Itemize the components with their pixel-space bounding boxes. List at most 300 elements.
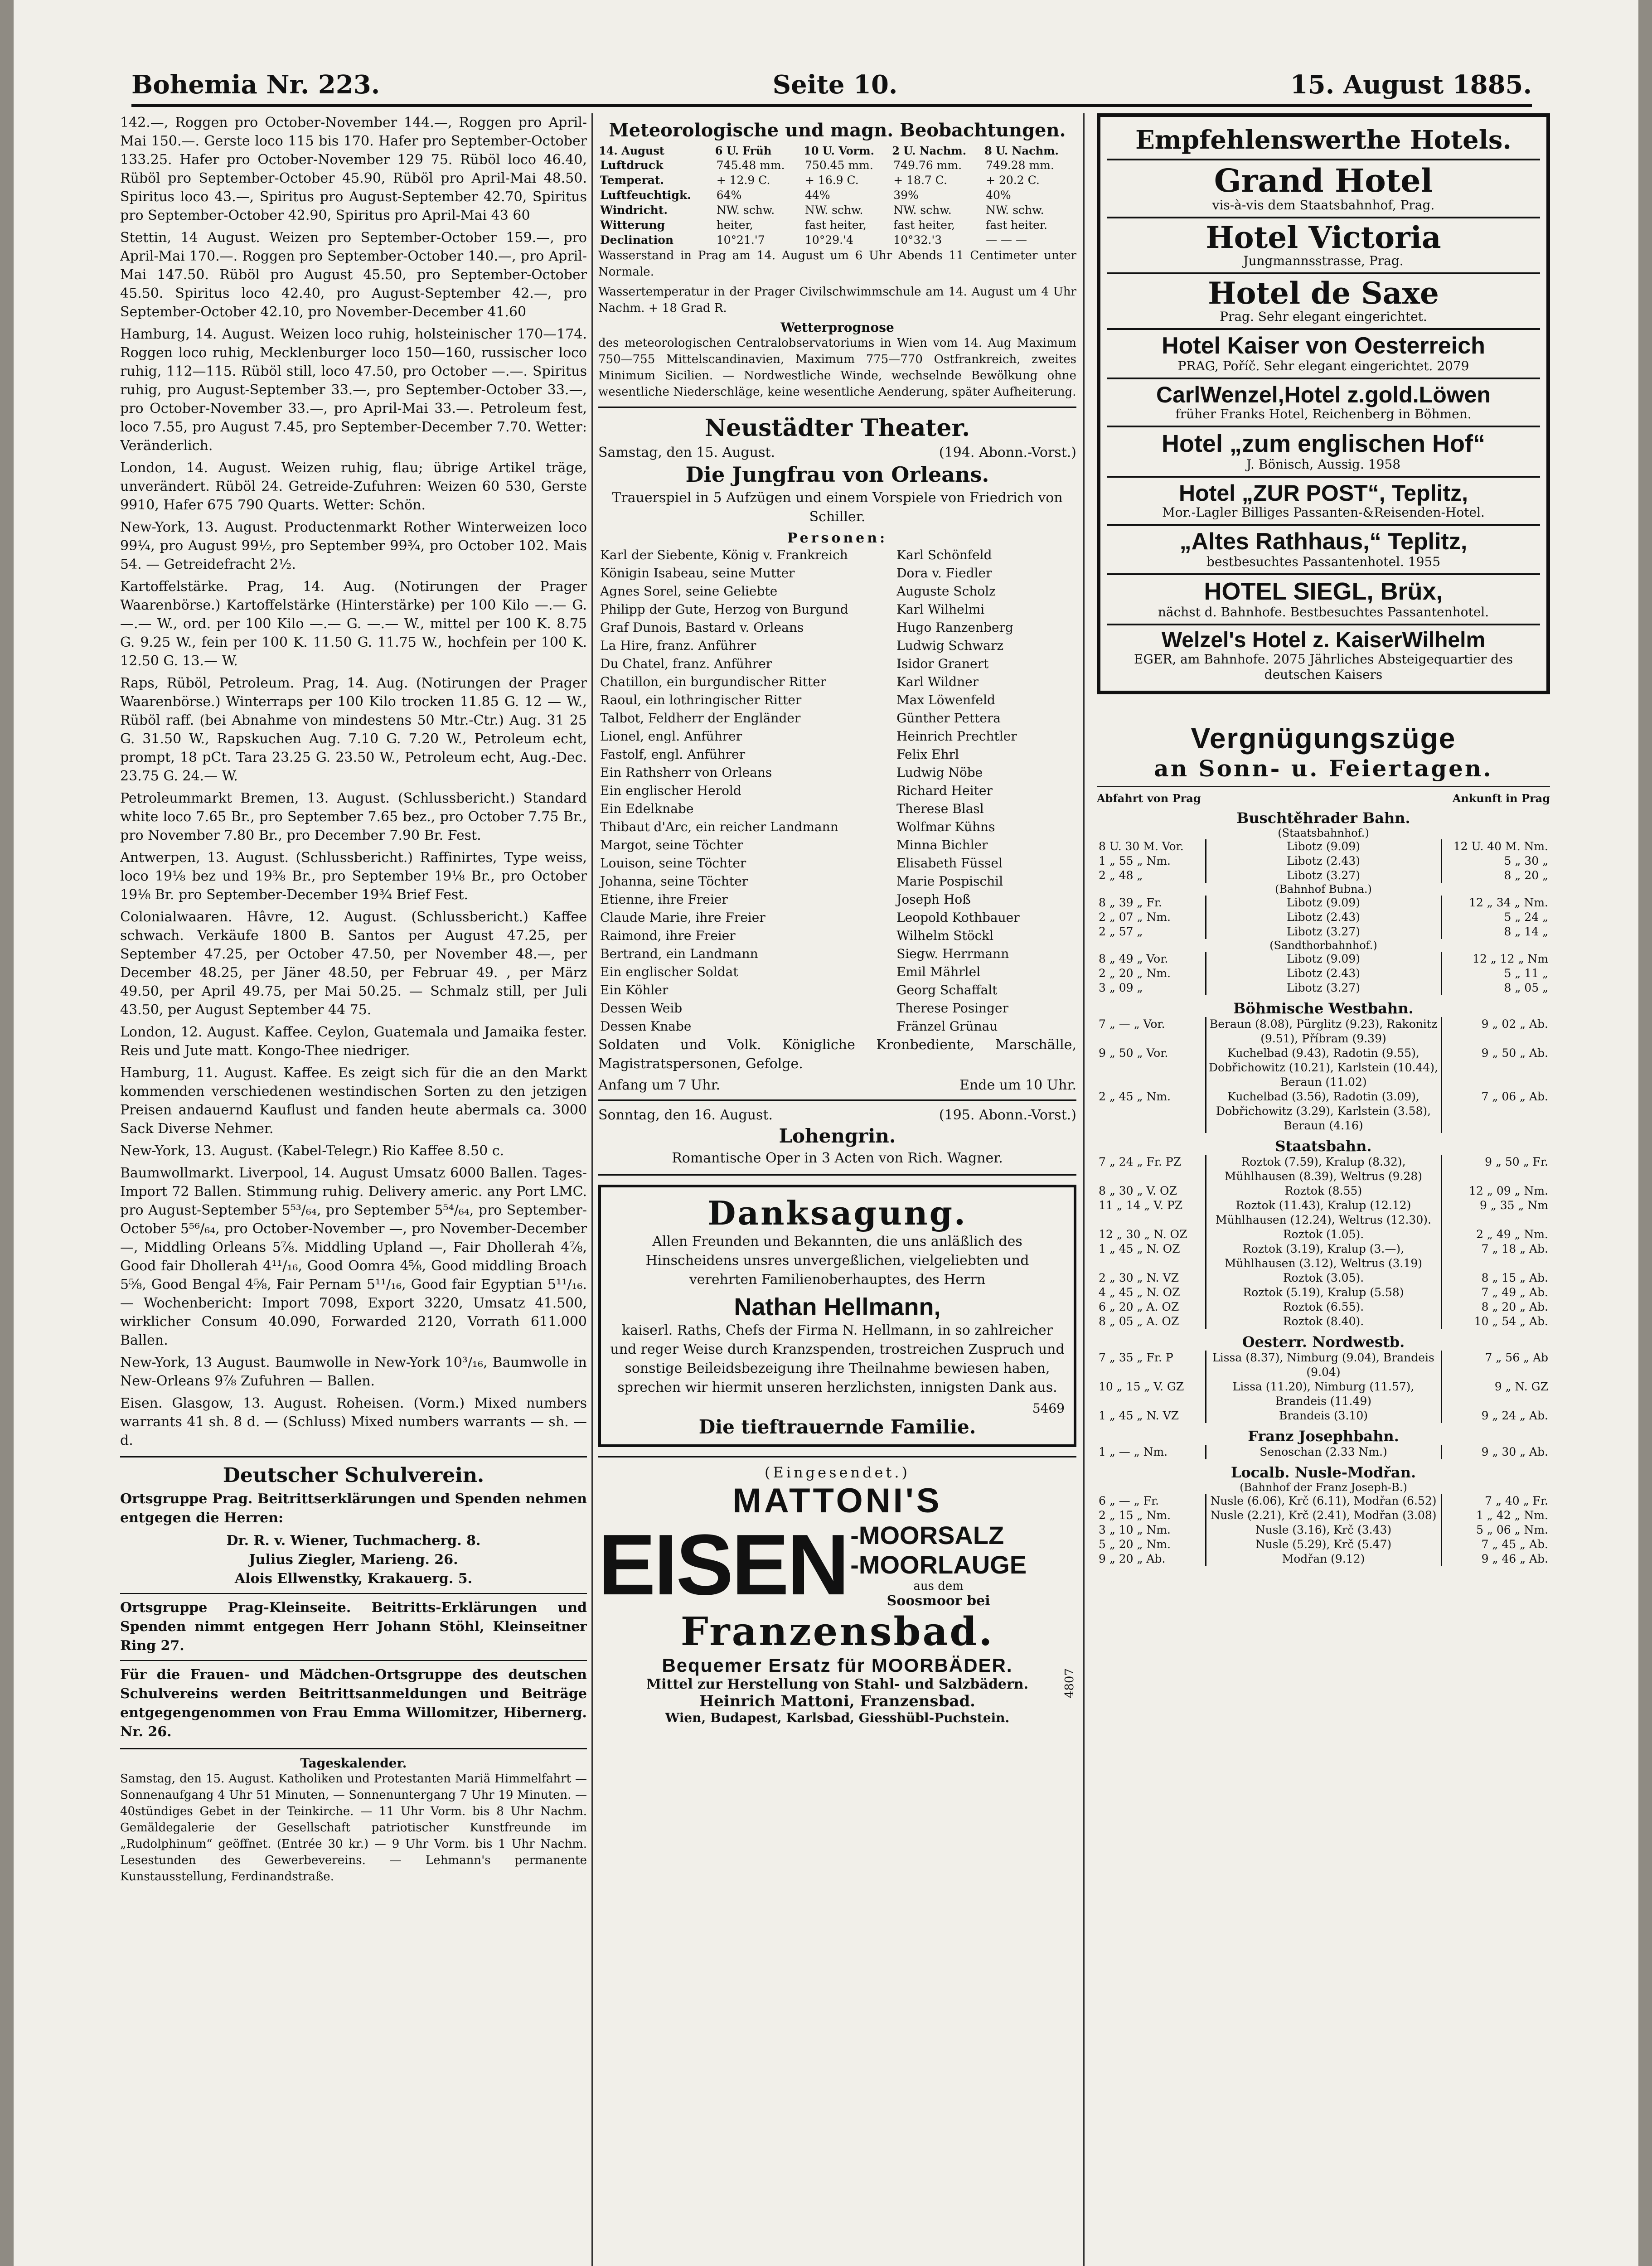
train-row [1097,910,1550,925]
train-departure: 11 „ 14 „ V. PZ [1099,1199,1183,1212]
train-row [1097,952,1550,966]
market-report: New-York, 13. August. Productenmarkt Rother Winterweizen loco 99¼, pro August 99½, pro September 99¾, pro October 102. Mais 54. — Getreidefracht 2½. [120,519,587,572]
train-station-name: (Sandthorbahnhof.) [1269,939,1377,952]
train-departure: 9 „ 50 „ Vor. [1099,1046,1168,1060]
market-report: New-York, 13. August. (Kabel-Telegr.) Rio Kaffee 8.50 c. [120,1143,504,1159]
hotel-info: Prag. Sehr elegant eingerichtet. [1220,309,1427,324]
hotel-info: PRAG, Poříč. Sehr elegant eingerichtet. 2079 [1177,358,1469,373]
train-departure: 8 „ 05 „ A. OZ [1099,1315,1179,1328]
train-destination: Libotz (3.27) [1206,868,1441,883]
cast-row [598,836,1076,854]
meteo-row [598,173,1076,188]
train-destination: Kuchelbad (3.56), Radotin (3.09), Dobřichowitz (3.29), Karlstein (3.58), Beraun (4.16) [1206,1089,1441,1133]
mattoni-moorsalz: -MOORSALZ [850,1521,1004,1549]
schulverein-name: Alois Ellwenstky, Krakauerg. 5. [234,1571,473,1587]
meteo-header-cell: 14. August [599,144,665,157]
meteo-wasserstand: Wasserstand in Prag am 14. August um 6 Uhr Abends 11 Centimeter unter Normale. [598,249,1076,279]
theatre-title: Neustädter Theater. [704,414,970,442]
train-arrival: 9 „ 02 „ Ab. [1481,1017,1548,1031]
cast-role: Ein Edelknabe [600,801,694,816]
train-destination: Nusle (3.16), Krč (3.43) [1206,1523,1441,1537]
train-departure: 7 „ 35 „ Fr. P [1099,1351,1173,1365]
meteo-cell: Declination [600,233,674,247]
right-scan-border [1638,0,1652,2266]
cast-role: Ein Rathsherr von Orleans [600,765,772,780]
train-arrival: 8 „ 14 „ [1504,925,1548,939]
hotel-info: früher Franks Hotel, Reichenberg in Böhmen. [1175,407,1472,422]
hotel-ad [1107,625,1540,686]
train-departure: 1 „ 45 „ N. OZ [1099,1242,1180,1256]
train-departure: 3 „ 09 „ [1099,981,1143,995]
cast-actor: Heinrich Prechtler [896,729,1017,744]
train-table [1097,1494,1550,1566]
meteo-prognose-title: Wetterprognose [780,320,894,335]
cast-actor: Therese Blasl [896,801,984,816]
mattoni-ad [598,1464,1076,1725]
train-departure: 8 „ 39 „ Fr. [1099,896,1162,910]
train-row [1097,1046,1550,1089]
train-arrival: 7 „ 18 „ Ab. [1481,1242,1548,1256]
zuege-title: Vergnügungszüge [1191,722,1456,755]
cast-row [598,891,1076,909]
train-row [1097,1523,1550,1537]
meteo-table [598,144,1076,247]
train-departure: 2 „ 20 „ Nm. [1099,967,1171,980]
column-middle [598,113,1076,2266]
hotel-name: Hotel Victoria [1206,219,1441,255]
cast-actor: Therese Posinger [896,1001,1008,1016]
cast-actor: Felix Ehrl [896,747,959,762]
train-arrival: 9 „ 50 „ Fr. [1485,1155,1548,1169]
train-row [1097,966,1550,981]
train-row [1097,1198,1550,1227]
train-arrival: 10 „ 54 „ Ab. [1474,1315,1548,1328]
theatre-abonnement: (195. Abonn.-Vorst.) [939,1107,1076,1123]
train-row [1097,1537,1550,1552]
train-departure: 5 „ 20 „ Nm. [1099,1538,1171,1551]
meteo-cell: + 18.7 C. [893,174,947,187]
hotel-name: HOTEL SIEGL, Brüx, [1204,577,1443,605]
train-destination: Brandeis (3.10) [1206,1409,1441,1423]
cast-role: Chatillon, ein burgundischer Ritter [600,674,827,689]
meteo-cell: — — — [986,233,1027,247]
theatre-cast [598,546,1076,1036]
cast-actor: Dora v. Fiedler [896,566,992,581]
train-destination: Roztok (11.43), Kralup (12.12) Mühlhausen (12.24), Weltrus (12.30). [1206,1198,1441,1227]
hotel-info: EGER, am Bahnhofe. 2075 Jährliches Absteigequartier des deutschen Kaisers [1134,652,1513,683]
train-line-name: Staatsbahn. [1275,1138,1372,1155]
cast-row [598,709,1076,727]
hotels-title: Empfehlenswerthe Hotels. [1107,121,1540,160]
train-row [1097,981,1550,995]
train-arrival: 12 „ 09 „ Nm. [1469,1184,1548,1198]
cast-row [598,727,1076,746]
train-destination: Roztok (7.59), Kralup (8.32), Mühlhausen (8.39), Weltrus (9.28) [1206,1155,1441,1184]
train-arrival: 8 „ 05 „ [1504,981,1548,995]
train-row [1097,1508,1550,1523]
theatre-start: Anfang um 7 Uhr. [598,1077,721,1093]
danksagung-number: 5469 [1032,1401,1065,1416]
train-row [1097,1314,1550,1329]
column-divider [1083,113,1085,2266]
tageskalender-text: Samstag, den 15. August. Katholiken und Protestanten Mariä Himmelfahrt — Sonnenaufgang 4 Uhr 51 Minuten, — Sonnenuntergang 7 Uhr 19 Minuten. — 40stündiges Gebet in der Teinkirche. — 11 Uhr Vorm. bis 8 Uhr Nachm. Gemäldegalerie der Gesellschaft patriotischer Kunstfreunde im „Rudolphinum“ geöffnet. (Entrée 30 kr.) — 9 Uhr Vorm. bis 1 Uhr Nachm. Lesestunden des Gewerbevereins. — Lehmann's permanente Kunstausstellung, Ferdinandstraße. [120,1772,587,1883]
hotel-name: Welzel's Hotel z. KaiserWilhelm [1161,628,1486,652]
cast-role: Raoul, ein lothringischer Ritter [600,692,802,707]
meteo-cell: NW. schw. [716,203,775,217]
cast-actor: Ludwig Nöbe [896,765,983,780]
train-station-name: (Bahnhof Bubna.) [1275,883,1372,896]
train-destination: Libotz (2.43) [1206,854,1441,868]
train-destination: Lissa (11.20), Nimburg (11.57), Brandeis (11.49) [1206,1380,1441,1409]
train-arrival: 8 „ 15 „ Ab. [1481,1271,1548,1285]
train-destination: Roztok (8.55) [1206,1184,1441,1198]
meteo-cell: heiter, [716,218,753,232]
cast-actor: Wilhelm Stöckl [896,928,994,943]
cast-row [598,673,1076,691]
hotel-ad [1107,330,1540,379]
train-row [1097,1017,1550,1046]
cast-role: Talbot, Feldherr der Engländer [600,711,801,726]
hotel-name: Hotel „ZUR POST“, Teplitz, [1179,480,1468,506]
train-row [1097,1155,1550,1184]
train-departure: 12 „ 30 „ N. OZ [1099,1228,1187,1241]
meteo-cell: Windricht. [600,203,668,217]
train-departure: 10 „ 15 „ V. GZ [1099,1380,1184,1394]
train-destination: Roztok (6.55). [1206,1300,1441,1314]
train-arrival: 9 „ 46 „ Ab. [1481,1552,1548,1566]
cast-role: Johanna, seine Töchter [600,874,748,889]
train-row [1097,1552,1550,1566]
mattoni-mittel: Mittel zur Herstellung von Stahl- und Salzbädern. [646,1676,1029,1692]
train-destination: Roztok (1.05). [1206,1227,1441,1242]
cast-actor: Minna Bichler [896,838,988,852]
market-report: Hamburg, 14. August. Weizen loco ruhig, holsteinischer 170—174. Roggen loco ruhig, Mecklenburger loco 150—160, russischer loco ruhig, 112—115. Rüböl still, loco 47.50, pro October —.—. Spiritus ruhig, pro August-September 33.—, pro September-October 33.—, pro October-November 33.—, pro April-Mai 33.—. Petroleum fest, loco 7.55, pro August 7.45, pro September-December 7.70. Wetter: Veränderlich. [120,326,587,454]
train-departure: 8 U. 30 M. Vor. [1099,840,1184,853]
market-reports [120,113,587,1450]
market-report: Petroleummarkt Bremen, 13. August. (Schlussbericht.) Standard white loco 7.65 Br., pro September 7.65 bez., pro October 7.75 Br., pro November 7.80 Br., pro December 7.90 Br. Fest. [120,790,587,843]
train-table [1097,1155,1550,1329]
meteo-cell: 44% [805,189,830,202]
train-departure: 8 „ 49 „ Vor. [1099,952,1168,966]
cast-actor: Emil Mährlel [896,964,981,979]
cast-actor: Ludwig Schwarz [896,638,1004,653]
divider [120,1593,587,1594]
cast-role: Ein englischer Soldat [600,964,738,979]
cast-row [598,981,1076,999]
cast-row [598,746,1076,764]
market-report: Antwerpen, 13. August. (Schlussbericht.) Raffinirtes, Type weiss, loco 19⅛ bez und 19⅜ Br., pro September 19⅛ Br., pro October 19⅛ Br. pro September-December 19¾ Brief Fest. [120,850,587,903]
cast-actor: Wolfmar Kühns [896,819,995,834]
train-arrival: 9 „ 50 „ Ab. [1481,1046,1548,1060]
train-destination: Roztok (5.19), Kralup (5.58) [1206,1285,1441,1300]
meteo-header-cell: 8 U. Nachm. [984,144,1059,157]
market-report: New-York, 13 August. Baumwolle in New-York 10³/₁₆, Baumwolle in New-Orleans 9⅞ Zufuhren — Ballen. [120,1355,587,1389]
train-row [1097,1285,1550,1300]
cast-actor: Isidor Granert [896,656,989,671]
mattoni-eisen: EISEN [598,1516,848,1613]
train-departure: 2 „ 45 „ Nm. [1099,1090,1171,1104]
train-row [1097,1089,1550,1133]
train-destination: Libotz (9.09) [1206,896,1441,910]
hotel-ad [1107,160,1540,218]
cast-role: Du Chatel, franz. Anführer [600,656,772,671]
mattoni-number: 4807 [1063,1668,1076,1698]
mattoni-soosmoor: Soosmoor bei [887,1593,990,1609]
cast-row [598,582,1076,600]
meteo-row [598,158,1076,173]
cast-role: Thibaut d'Arc, ein reicher Landmann [600,819,838,834]
cast-actor: Leopold Kothbauer [896,910,1020,925]
cast-role: Agnes Sorel, seine Geliebte [600,584,778,599]
cast-row [598,764,1076,782]
cast-actor: Georg Schaffalt [896,983,998,997]
train-destination: Nusle (2.21), Krč (2.41), Modřan (3.08) [1206,1508,1441,1523]
train-destination: Libotz (9.09) [1206,839,1441,854]
hotel-name: „Altes Rathhaus,“ Teplitz, [1179,528,1468,555]
meteo-cell: Luftdruck [600,159,664,172]
cast-role: Königin Isabeau, seine Mutter [600,566,795,581]
meteo-cell: 10°32.'3 [893,233,942,247]
column-right [1097,113,1550,2266]
divider [598,1099,1076,1101]
hotel-name: Hotel Kaiser von Oesterreich [1162,333,1485,359]
schulverein-frauen: Für die Frauen- und Mädchen-Ortsgruppe des deutschen Schulvereins werden Beitrittsanmeldungen und Beiträge entgegengenommen von Frau Emma Willomitzer, Hibernerg. Nr. 26. [120,1667,587,1740]
meteo-cell: 10°29.'4 [805,233,853,247]
train-table [1097,1351,1550,1423]
divider [1097,786,1550,787]
train-departure: 7 „ 24 „ Fr. PZ [1099,1155,1182,1169]
mattoni-cities: Wien, Budapest, Karlsbad, Giesshübl-Puchstein. [665,1710,1010,1725]
divider [598,1174,1076,1176]
cast-row [598,619,1076,637]
cast-role: Dessen Weib [600,1001,683,1016]
market-report: Raps, Rüböl, Petroleum. Prag, 14. Aug. (Notirungen der Prager Waarenbörse.) Winterraps per 100 Kilo trocken 11.85 G. 12 — W., Rüböl raff. (bei Abnahme von mindestens 50 Mtr.-Ctr.) Aug. 31 25 G. 31.50 W., Rapskuchen Aug. 7.10 G. 7.20 W., Petroleum echt, prompt, 18 pCt. Tara 23.25 G. 23.50 W., Petroleum echt, Aug.-Dec. 23.75 G. 24.— W. [120,675,587,784]
meteo-cell: NW. schw. [893,203,952,217]
cast-row [598,800,1076,818]
cast-role: Dessen Knabe [600,1019,692,1034]
danksagung-text: Allen Freunden und Bekannten, die uns anläßlich des Hinscheidens unsres unvergeßlichen, vielgeliebten und verehrten Familienoberhauptes, des Herrn [645,1234,1029,1288]
train-destination: Libotz (9.09) [1206,952,1441,966]
theatre-date: Samstag, den 15. August. [598,445,775,460]
train-arrival: 7 „ 45 „ Ab. [1481,1538,1548,1551]
hotel-ad [1107,526,1540,575]
meteo-cell: + 20.2 C. [986,174,1040,187]
divider [598,1456,1076,1457]
zuege-departure-header: Abfahrt von Prag [1097,792,1201,805]
train-destination: Libotz (3.27) [1206,925,1441,939]
meteo-cell: 39% [893,189,919,202]
train-destination: Roztok (3.19), Kralup (3.—), Mühlhausen (3.12), Weltrus (3.19) [1206,1242,1441,1271]
cast-row [598,872,1076,891]
schulverein-name: Dr. R. v. Wiener, Tuchmacherg. 8. [226,1533,481,1549]
cast-row [598,637,1076,655]
train-row [1097,854,1550,868]
train-departure: 1 „ 55 „ Nm. [1099,854,1171,868]
hotel-ad [1107,427,1540,478]
train-row [1097,925,1550,939]
hotel-info: bestbesuchtes Passantenhotel. 1955 [1206,554,1441,569]
hotel-name: Hotel de Saxe [1208,275,1439,311]
meteo-cell: NW. schw. [986,203,1044,217]
meteo-row [598,188,1076,203]
train-row [1097,1494,1550,1508]
meteo-cell: Luftfeuchtigk. [600,189,691,202]
train-destination: Beraun (8.08), Pürglitz (9.23), Rakonitz (9.51), Příbram (9.39) [1206,1017,1441,1046]
danksagung-title: Danksagung. [707,1194,967,1232]
theatre-program [598,414,1076,1168]
header-newspaper: Bohemia Nr. 223. [131,70,380,100]
meteo-cell: 749.76 mm. [893,159,962,172]
hotel-info: vis-à-vis dem Staatsbahnhof, Prag. [1212,197,1435,213]
train-destination: Libotz (2.43) [1206,966,1441,981]
train-destination: Kuchelbad (9.43), Radotin (9.55), Dobřichowitz (10.21), Karlstein (10.44), Beraun (11.02) [1206,1046,1441,1089]
market-report: Baumwollmarkt. Liverpool, 14. August Umsatz 6000 Ballen. Tages-Import 72 Ballen. Stimmung ruhig. Delivery americ. any Port LMC. pro August-September 5⁵³/₆₄, pro September 5⁵⁴/₆₄, pro September-October 5⁵⁶/₆₄, pro October-November —, pro November-December —, Middling Orleans 5⅞. Middling Upland —, Fair Dhollerah 4⅞, Good fair Dhollerah 4¹¹/₁₆, Good Oomra 4⅝, Good middling Broach 5⅝, Good Bengal 4⅝, Fair Pernam 5¹¹/₁₆, Good fair Egyptian 5¹¹/₁₆. — Wochenbericht: Import 7098, Export 3220, Umsatz 41.500, wirklicher Consum 40.090, Forwarded 2120, Vorrath 611.000 Ballen. [120,1165,587,1348]
cast-row [598,945,1076,963]
train-destination: Roztok (3.05). [1206,1271,1441,1285]
meteo-cell: + 16.9 C. [805,174,859,187]
schulverein-notice [120,1464,587,1742]
cast-row [598,546,1076,564]
danksagung-name: Nathan Hellmann, [734,1293,941,1321]
theatre-abonnement: (194. Abonn.-Vorst.) [939,445,1076,460]
train-row [1097,1227,1550,1242]
train-arrival: 8 „ 20 „ [1504,869,1548,882]
train-row [1097,1409,1550,1423]
train-row [1097,868,1550,883]
cast-row [598,818,1076,836]
meteo-cell: 10°21.'7 [716,233,765,247]
train-destination: Lissa (8.37), Nimburg (9.04), Brandeis (9.04) [1206,1351,1441,1380]
train-departure: 1 „ 45 „ N. VZ [1099,1409,1179,1423]
cast-row [598,999,1076,1017]
cast-role: Etienne, ihre Freier [600,892,728,907]
train-row [1097,1242,1550,1271]
hotel-info: J. Bönisch, Aussig. 1958 [1246,456,1401,472]
cast-row [598,854,1076,872]
left-scan-border [0,0,14,2266]
train-arrival: 9 „ 24 „ Ab. [1481,1409,1548,1423]
cast-actor: Karl Wildner [896,674,979,689]
schulverein-kleinseite: Ortsgruppe Prag-Kleinseite. Beitritts-Erklärungen und Spenden nimmt entgegen Herr Johann Stöhl, Kleinseitner Ring 27. [120,1600,587,1654]
train-departure: 3 „ 10 „ Nm. [1099,1523,1171,1537]
train-row [1097,1300,1550,1314]
meteo-cell: 749.28 mm. [986,159,1054,172]
train-arrival: 8 „ 20 „ Ab. [1481,1300,1548,1314]
page-header [131,59,1532,107]
cast-role: Claude Marie, ihre Freier [600,910,765,925]
mattoni-aus: aus dem [913,1579,964,1593]
train-arrival: 9 „ 35 „ Nm [1480,1199,1548,1212]
cast-actor: Fränzel Grünau [896,1019,998,1034]
train-arrival: 7 „ 06 „ Ab. [1481,1090,1548,1104]
cast-actor: Günther Pettera [896,711,1001,726]
cast-actor: Richard Heiter [896,783,993,798]
zuege-subtitle: an Sonn- u. Feiertagen. [1154,755,1493,782]
hotel-ad [1107,379,1540,428]
train-row [1097,1351,1550,1380]
cast-role: Philipp der Gute, Herzog von Burgund [600,602,848,617]
cast-role: Lionel, engl. Anführer [600,729,742,744]
theatre-end: Ende um 10 Uhr. [959,1077,1076,1093]
train-table [1097,1445,1550,1459]
meteo-cell: 64% [716,189,742,202]
schulverein-ortsgruppe-prag: Ortsgruppe Prag. Beitrittserklärungen und Spenden nehmen entgegen die Herren: [120,1491,587,1526]
danksagung-signature: Die tieftrauernde Familie. [698,1416,976,1438]
train-arrival: 5 „ 11 „ [1504,967,1548,980]
train-departure: 6 „ 20 „ A. OZ [1099,1300,1179,1314]
cast-role: Graf Dunois, Bastard v. Orleans [600,620,804,635]
train-arrival: 1 „ 42 „ Nm. [1476,1509,1548,1522]
train-arrival: 7 „ 40 „ Fr. [1485,1494,1548,1508]
train-arrival: 7 „ 56 „ Ab [1485,1351,1548,1365]
train-arrival: 9 „ N. GZ [1494,1380,1548,1394]
meteo-header-cell: 6 U. Früh [715,144,772,157]
cast-role: Bertrand, ein Landmann [600,946,758,961]
market-report: Eisen. Glasgow, 13. August. Roheisen. (Vorm.) Mixed numbers warrants 41 sh. 8 d. — (Schluss) Mixed numbers warrants — sh. — d. [120,1395,587,1448]
danksagung-ad [598,1185,1076,1447]
train-row [1097,1445,1550,1459]
train-row [1097,1380,1550,1409]
meteo-wassertemperatur: Wassertemperatur in der Prager Civilschwimmschule am 14. August um 4 Uhr Nachm. + 18 Grad R. [598,285,1076,315]
train-table [1097,896,1550,939]
train-arrival: 12 U. 40 M. Nm. [1453,840,1548,853]
train-departure: 6 „ — „ Fr. [1099,1494,1159,1508]
theatre-play-desc: Romantische Oper in 3 Acten von Rich. Wagner. [672,1150,1003,1166]
cast-actor: Marie Pospischil [896,874,1003,889]
train-arrival: 5 „ 06 „ Nm. [1476,1523,1548,1537]
meteo-row [598,218,1076,232]
cast-actor: Elisabeth Füssel [896,856,1003,871]
train-line-name: Localb. Nusle-Modřan. [1231,1464,1416,1482]
meteo-cell: Witterung [600,218,665,232]
column-left [120,113,587,2266]
header-date: 15. August 1885. [1290,70,1532,100]
train-departure: 2 „ 30 „ N. VZ [1099,1271,1179,1285]
theatre-extras: Soldaten und Volk. Königliche Kronbediente, Marschälle, Magistratspersonen, Gefolge. [598,1037,1076,1072]
meteo-cell: fast heiter. [986,218,1047,232]
cast-row [598,564,1076,582]
market-report: Colonialwaaren. Hâvre, 12. August. (Schlussbericht.) Kaffee schwach. Verkäufe 1800 B. Santos per August 47.25, per September 47.25, per October 47.50, per November 48.—, per December 48.25, per Jäner 48.50, per Februar 49. , per März 49.50, per April 49.75, per Mai 50.25. — Schmalz still, per Juli 43.50, per August September 44 75. [120,909,587,1018]
mattoni-firm: Heinrich Mattoni, Franzensbad. [699,1692,975,1710]
train-departure: 1 „ — „ Nm. [1099,1445,1168,1459]
mattoni-ersatz: Bequemer Ersatz für MOORBÄDER. [662,1655,1013,1676]
theatre-play-desc: Trauerspiel in 5 Aufzügen und einem Vorspiele von Friedrich von Schiller. [612,490,1063,525]
train-departure: 2 „ 07 „ Nm. [1099,910,1171,924]
hotel-ad [1107,575,1540,625]
train-departure: 7 „ — „ Vor. [1099,1017,1165,1031]
cast-row [598,782,1076,800]
meteo-title: Meteorologische und magn. Beobachtungen. [609,120,1066,141]
train-row [1097,896,1550,910]
meteo-cell: fast heiter, [893,218,955,232]
train-arrival: 5 „ 30 „ [1504,854,1548,868]
hotels-box [1097,113,1550,694]
cast-row [598,655,1076,673]
schulverein-title: Deutscher Schulverein. [223,1464,484,1487]
meteo-row [598,203,1076,218]
cast-actor: Joseph Hoß [896,892,971,907]
hotel-ad [1107,218,1540,274]
cast-actor: Auguste Scholz [896,584,996,599]
cast-role: Ein Köhler [600,983,669,997]
train-arrival: 5 „ 24 „ [1504,910,1548,924]
meteo-cell: 750.45 mm. [805,159,873,172]
train-line-name: Oesterr. Nordwestb. [1242,1333,1405,1351]
train-station-name: (Bahnhof der Franz Joseph-B.) [1240,1481,1407,1494]
train-arrival: 2 „ 49 „ Nm. [1476,1228,1548,1241]
theatre-date: Sonntag, den 16. August. [598,1107,773,1123]
mattoni-eingesendet: (Eingesendet.) [764,1464,910,1481]
